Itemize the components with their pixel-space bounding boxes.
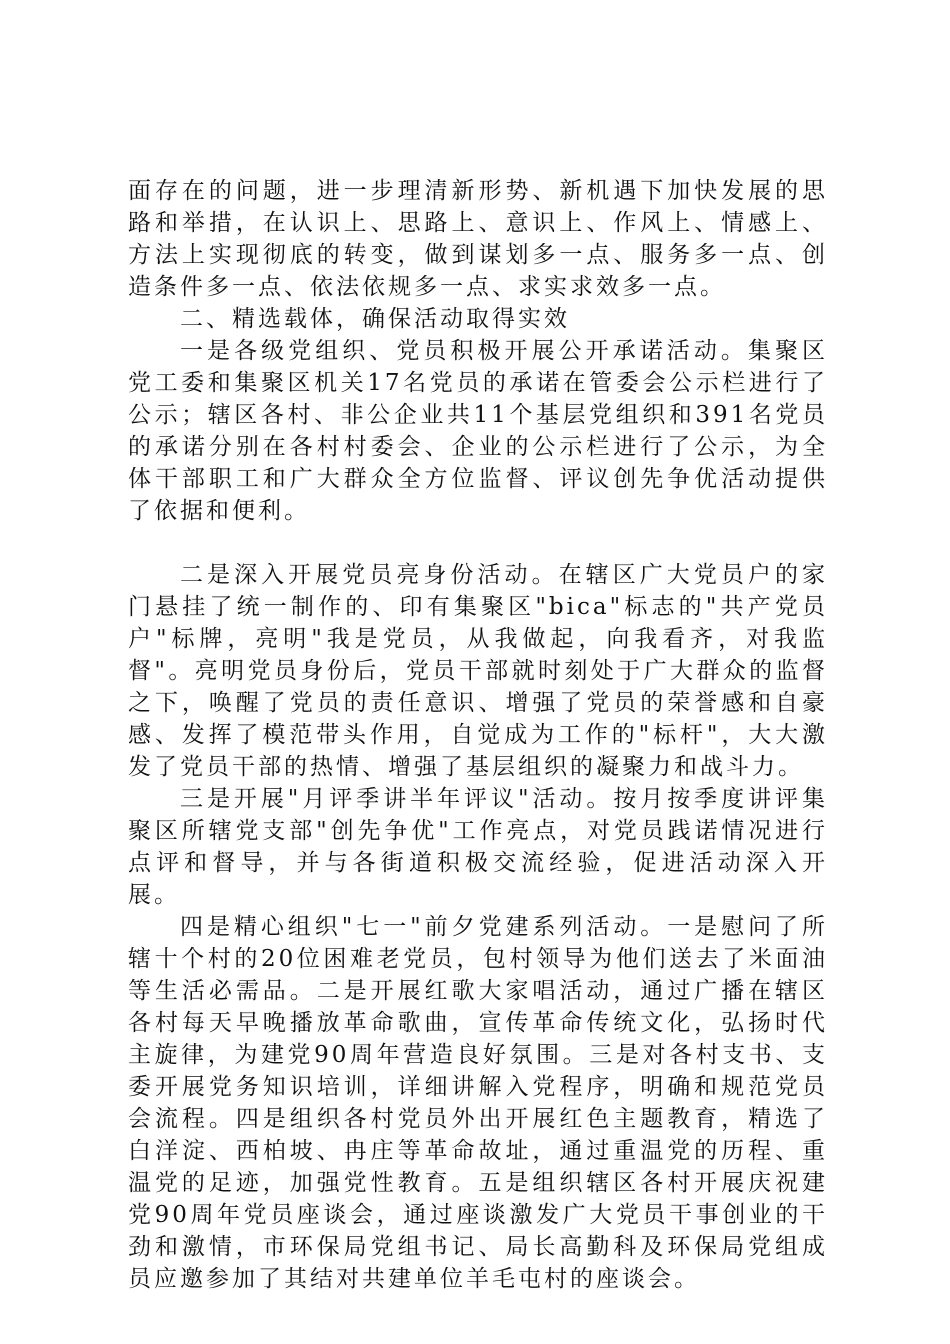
section-heading: 二、精选载体，确保活动取得实效 — [180, 306, 570, 332]
paragraph-member-identity: 二是深入开展党员亮身份活动。在辖区广大党员户的家门悬挂了统一制作的、印有集聚区"bica"标志的"共产党员户"标牌，亮明"我是党员，从我做起，向我看齐，对我监督"。亮明党员身份后，党员干部就时刻处于广大群众的监督之下，唤醒了党员的责任意识、增强了党员的荣誉感和自豪感、发挥了模范带头作用，自觉成为工作的"标杆"，大大激发了党员干部的热情、增强了基层组织的凝聚力和战斗力。 — [128, 562, 828, 780]
paragraph-july-first-activities: 四是精心组织"七一"前夕党建系列活动。一是慰问了所辖十个村的20位困难老党员，包村领导为他们送去了米面油等生活必需品。二是开展红歌大家唱活动，通过广播在辖区各村每天早晚播放革命歌曲，宣传革命传统文化，弘扬时代主旋律，为建党90周年营造良好氛围。三是对各村支书、支委开展党务知识培训，详细讲解入党程序，明确和规范党员会流程。四是组织各村党员外出开展红色主题教育，精选了白洋淀、西柏坡、冉庄等革命故址，通过重温党的历程、重温党的足迹，加强党性教育。五是组织辖区各村开展庆祝建党90周年党员座谈会，通过座谈激发广大党员干事创业的干劲和激情，市环保局党组书记、局长高勤科及环保局党组成员应邀参加了其结对共建单位羊毛屯村的座谈会。 — [128, 914, 828, 1292]
paragraph-public-commitment: 一是各级党组织、党员积极开展公开承诺活动。集聚区党工委和集聚区机关17名党员的承诺在管委会公示栏进行了公示；辖区各村、非公企业共11个基层党组织和391名党员的承诺分别在各村村委会、企业的公示栏进行了公示，为全体干部职工和广大群众全方位监督、评议创先争优活动提供了依据和便利。 — [128, 338, 828, 524]
document-body — [128, 175, 828, 1295]
paragraph-monthly-review: 三是开展"月评季讲半年评议"活动。按月按季度讲评集聚区所辖党支部"创先争优"工作亮点，对党员践诺情况进行点评和督导，并与各街道积极交流经验，促进活动深入开展。 — [128, 786, 828, 908]
paragraph-continuation: 面存在的问题，进一步理清新形势、新机遇下加快发展的思路和举措，在认识上、思路上、意识上、作风上、情感上、方法上实现彻底的转变，做到谋划多一点、服务多一点、创造条件多一点、依法依规多一点、求实求效多一点。 — [128, 178, 828, 300]
